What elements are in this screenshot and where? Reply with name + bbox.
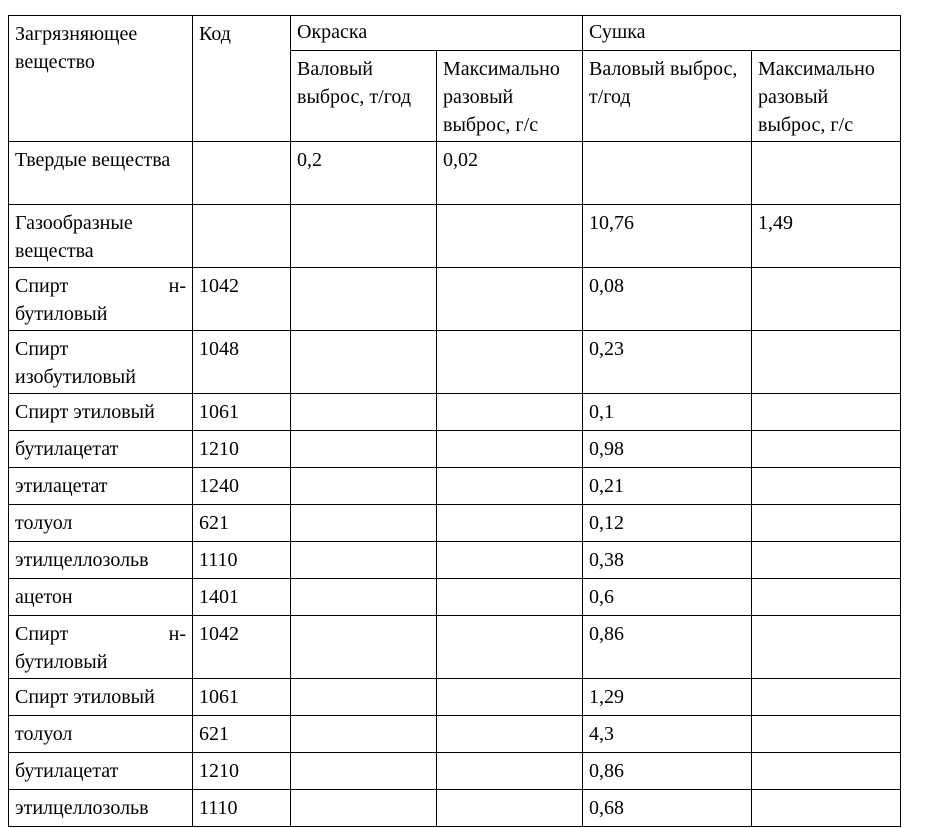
table-row	[9, 468, 901, 505]
cell-name: Спирт этиловый	[9, 679, 193, 716]
cell-paint-max	[437, 505, 583, 542]
name-line-1	[15, 620, 186, 648]
table-row	[9, 394, 901, 431]
cell-code: 1210	[193, 431, 291, 468]
header-painting-gross: Валовый выброс, т/год	[291, 51, 437, 142]
header-row-1	[9, 16, 901, 51]
cell-code: 621	[193, 716, 291, 753]
cell-name: этилацетат	[9, 468, 193, 505]
cell-name: толуол	[9, 716, 193, 753]
cell-paint-gross	[291, 753, 437, 790]
cell-dry-max	[752, 431, 901, 468]
cell-dry-max	[752, 394, 901, 431]
cell-paint-max	[437, 716, 583, 753]
table-row	[9, 753, 901, 790]
cell-code: 1061	[193, 394, 291, 431]
table-row	[9, 679, 901, 716]
name-part-3: бутиловый	[15, 651, 108, 673]
cell-code: 1042	[193, 268, 291, 331]
cell-name: бутилацетат	[9, 753, 193, 790]
header-drying-max: Максимально разовый выброс, г/с	[752, 51, 901, 142]
cell-dry-max	[752, 542, 901, 579]
cell-paint-gross	[291, 716, 437, 753]
cell-dry-gross: 0,86	[583, 616, 752, 679]
cell-dry-max	[752, 616, 901, 679]
cell-code: 1110	[193, 542, 291, 579]
cell-paint-max	[437, 431, 583, 468]
cell-dry-max	[752, 753, 901, 790]
cell-code: 1110	[193, 790, 291, 827]
table-row	[9, 268, 901, 331]
cell-name: ацетон	[9, 579, 193, 616]
header-pollutant: Загрязняющее вещество	[9, 16, 193, 142]
cell-name: этилцеллозольв	[9, 790, 193, 827]
cell-dry-max	[752, 331, 901, 394]
cell-dry-gross: 0,08	[583, 268, 752, 331]
cell-name: этилцеллозольв	[9, 542, 193, 579]
cell-code: 1061	[193, 679, 291, 716]
cell-paint-max	[437, 790, 583, 827]
cell-paint-gross: 0,2	[291, 142, 437, 205]
cell-paint-max	[437, 579, 583, 616]
cell-paint-max	[437, 542, 583, 579]
name-part-2: н-	[168, 623, 186, 645]
cell-code: 1240	[193, 468, 291, 505]
table-row	[9, 142, 901, 205]
cell-dry-gross: 0,86	[583, 753, 752, 790]
name-part-1: Спирт	[15, 275, 69, 297]
cell-paint-gross	[291, 579, 437, 616]
cell-dry-gross: 0,21	[583, 468, 752, 505]
cell-paint-gross	[291, 331, 437, 394]
table-row	[9, 431, 901, 468]
cell-dry-max: 1,49	[752, 205, 901, 268]
cell-dry-gross: 0,98	[583, 431, 752, 468]
header-drying-gross: Валовый выброс, т/год	[583, 51, 752, 142]
cell-dry-gross: 0,68	[583, 790, 752, 827]
cell-paint-max	[437, 468, 583, 505]
cell-paint-gross	[291, 268, 437, 331]
cell-code: 1042	[193, 616, 291, 679]
cell-dry-max	[752, 579, 901, 616]
emissions-table	[8, 15, 901, 827]
cell-paint-max	[437, 394, 583, 431]
cell-name: Газообразные вещества	[9, 205, 193, 268]
cell-paint-gross	[291, 790, 437, 827]
cell-dry-gross: 1,29	[583, 679, 752, 716]
cell-paint-max	[437, 331, 583, 394]
cell-paint-gross	[291, 679, 437, 716]
cell-code: 1210	[193, 753, 291, 790]
cell-dry-max	[752, 468, 901, 505]
cell-paint-gross	[291, 394, 437, 431]
cell-paint-max	[437, 753, 583, 790]
table-row	[9, 579, 901, 616]
cell-dry-max	[752, 716, 901, 753]
cell-dry-gross: 4,3	[583, 716, 752, 753]
cell-code	[193, 205, 291, 268]
cell-paint-gross	[291, 468, 437, 505]
cell-paint-gross	[291, 616, 437, 679]
cell-dry-max	[752, 790, 901, 827]
cell-dry-gross: 0,1	[583, 394, 752, 431]
cell-name: Спирт этиловый	[9, 394, 193, 431]
cell-paint-max	[437, 268, 583, 331]
cell-dry-max	[752, 268, 901, 331]
table-row	[9, 790, 901, 827]
table-row	[9, 716, 901, 753]
name-part-2: н-	[168, 275, 186, 297]
table-row	[9, 505, 901, 542]
header-painting: Окраска	[291, 16, 583, 51]
table-row	[9, 205, 901, 268]
cell-paint-gross	[291, 205, 437, 268]
table-row	[9, 331, 901, 394]
cell-name: бутилацетат	[9, 431, 193, 468]
cell-paint-max	[437, 616, 583, 679]
cell-dry-gross: 0,23	[583, 331, 752, 394]
cell-paint-max	[437, 679, 583, 716]
cell-name: Спирт изобутиловый	[9, 331, 193, 394]
table-row	[9, 616, 901, 679]
cell-paint-gross	[291, 542, 437, 579]
cell-dry-gross	[583, 142, 752, 205]
table-row	[9, 542, 901, 579]
cell-name	[9, 616, 193, 679]
cell-dry-gross: 0,12	[583, 505, 752, 542]
header-painting-max: Максимально разовый выброс, г/с	[437, 51, 583, 142]
cell-dry-max	[752, 142, 901, 205]
cell-code	[193, 142, 291, 205]
cell-code: 621	[193, 505, 291, 542]
name-part-3: бутиловый	[15, 303, 108, 325]
cell-paint-max: 0,02	[437, 142, 583, 205]
cell-paint-gross	[291, 505, 437, 542]
name-part-1: Спирт	[15, 623, 69, 645]
cell-name	[9, 268, 193, 331]
cell-dry-max	[752, 505, 901, 542]
cell-name: Твердые вещества	[9, 142, 193, 205]
header-drying: Сушка	[583, 16, 901, 51]
cell-code: 1048	[193, 331, 291, 394]
cell-paint-gross	[291, 431, 437, 468]
cell-code: 1401	[193, 579, 291, 616]
cell-dry-max	[752, 679, 901, 716]
name-line-1	[15, 272, 186, 300]
cell-dry-gross: 0,38	[583, 542, 752, 579]
cell-dry-gross: 0,6	[583, 579, 752, 616]
cell-dry-gross: 10,76	[583, 205, 752, 268]
cell-paint-max	[437, 205, 583, 268]
header-code: Код	[193, 16, 291, 142]
cell-name: толуол	[9, 505, 193, 542]
